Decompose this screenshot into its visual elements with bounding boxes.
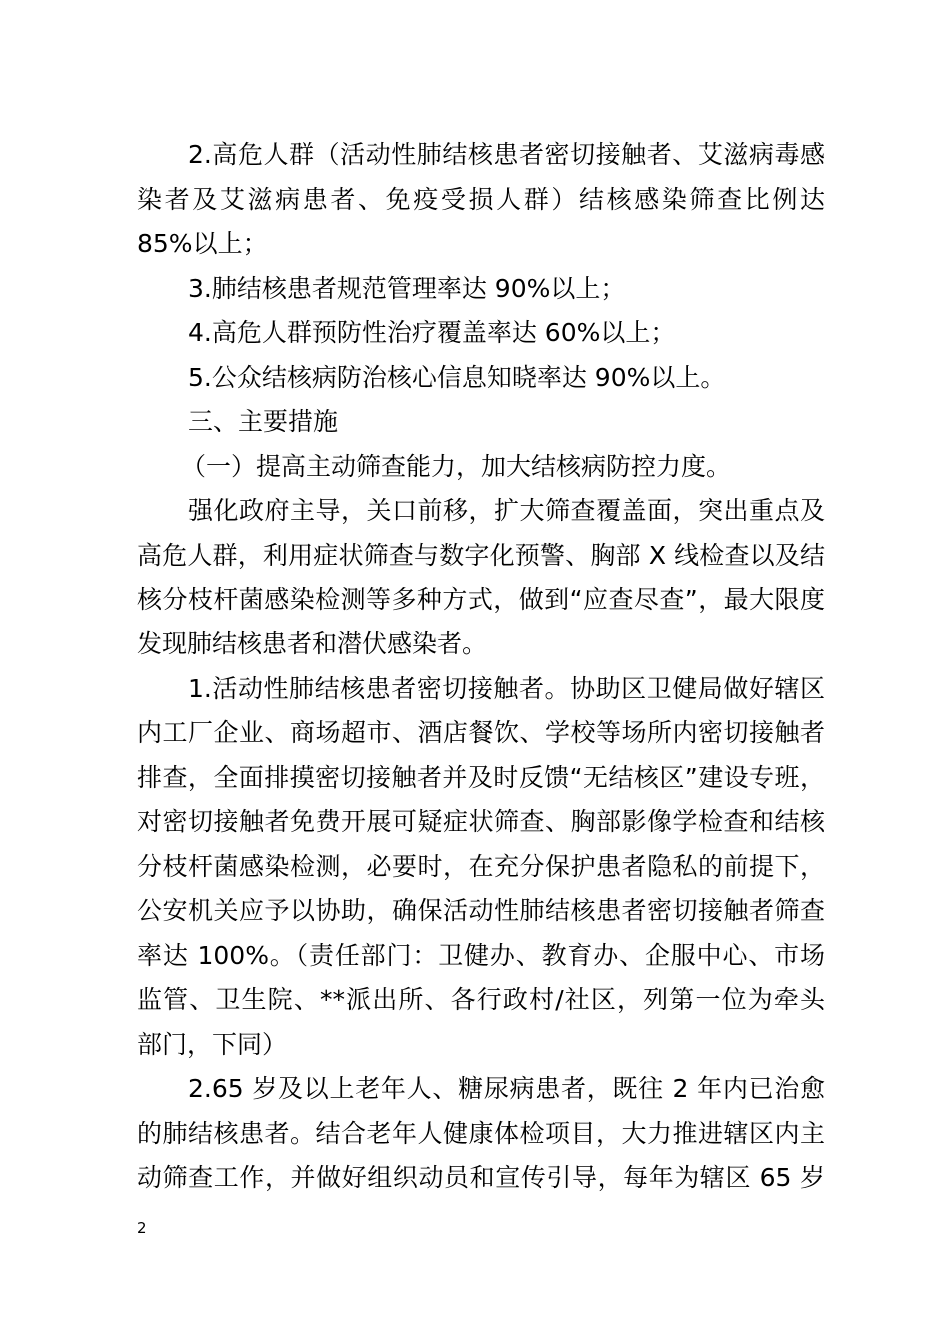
- text-line: 发现肺结核患者和潜伏感染者。: [137, 629, 488, 658]
- text-line: 1.活动性肺结核患者密切接触者。协助区卫健局做好辖区: [188, 674, 825, 703]
- text-line: 高危人群，利用症状筛查与数字化预警、胸部 X 线检查以及结: [137, 541, 825, 570]
- text-line: 强化政府主导，关口前移，扩大筛查覆盖面，突出重点及: [188, 496, 825, 525]
- text-line: 2.高危人群（活动性肺结核患者密切接触者、艾滋病毒感: [188, 140, 825, 169]
- text-line: 4.高危人群预防性治疗覆盖率达 60%以上；: [188, 318, 676, 347]
- text-line: 的肺结核患者。结合老年人健康体检项目，大力推进辖区内主: [137, 1119, 825, 1148]
- text-line: 5.公众结核病防治核心信息知晓率达 90%以上。: [188, 363, 726, 392]
- subsection-heading: （一）提高主动筛查能力，加大结核病防控力度。: [181, 452, 732, 481]
- section-heading: 三、主要措施: [188, 407, 339, 436]
- text-line: 部门，下同）: [137, 1030, 288, 1059]
- text-line: 85%以上；: [137, 229, 268, 258]
- text-line: 核分枝杆菌感染检测等多种方式，做到“应查尽查”，最大限度: [137, 585, 825, 614]
- text-line: 2.65 岁及以上老年人、糖尿病患者，既往 2 年内已治愈: [188, 1074, 825, 1103]
- text-line: 染者及艾滋病患者、免疫受损人群）结核感染筛查比例达: [137, 185, 825, 214]
- text-line: 分枝杆菌感染检测，必要时，在充分保护患者隐私的前提下，: [137, 852, 825, 881]
- text-line: 公安机关应予以协助，确保活动性肺结核患者密切接触者筛查: [137, 896, 825, 925]
- page-number: 2: [137, 1219, 147, 1237]
- text-line: 排查，全面排摸密切接触者并及时反馈“无结核区”建设专班，: [137, 763, 825, 792]
- text-line: 内工厂企业、商场超市、酒店餐饮、学校等场所内密切接触者: [137, 718, 825, 747]
- text-line: 3.肺结核患者规范管理率达 90%以上；: [188, 274, 626, 303]
- text-line: 对密切接触者免费开展可疑症状筛查、胸部影像学检查和结核: [137, 807, 825, 836]
- text-line: 监管、卫生院、**派出所、各行政村/社区，列第一位为牵头: [137, 985, 825, 1014]
- text-line: 动筛查工作，并做好组织动员和宣传引导，每年为辖区 65 岁: [137, 1163, 825, 1192]
- text-line: 率达 100%。（责任部门：卫健办、教育办、企服中心、市场: [137, 941, 825, 970]
